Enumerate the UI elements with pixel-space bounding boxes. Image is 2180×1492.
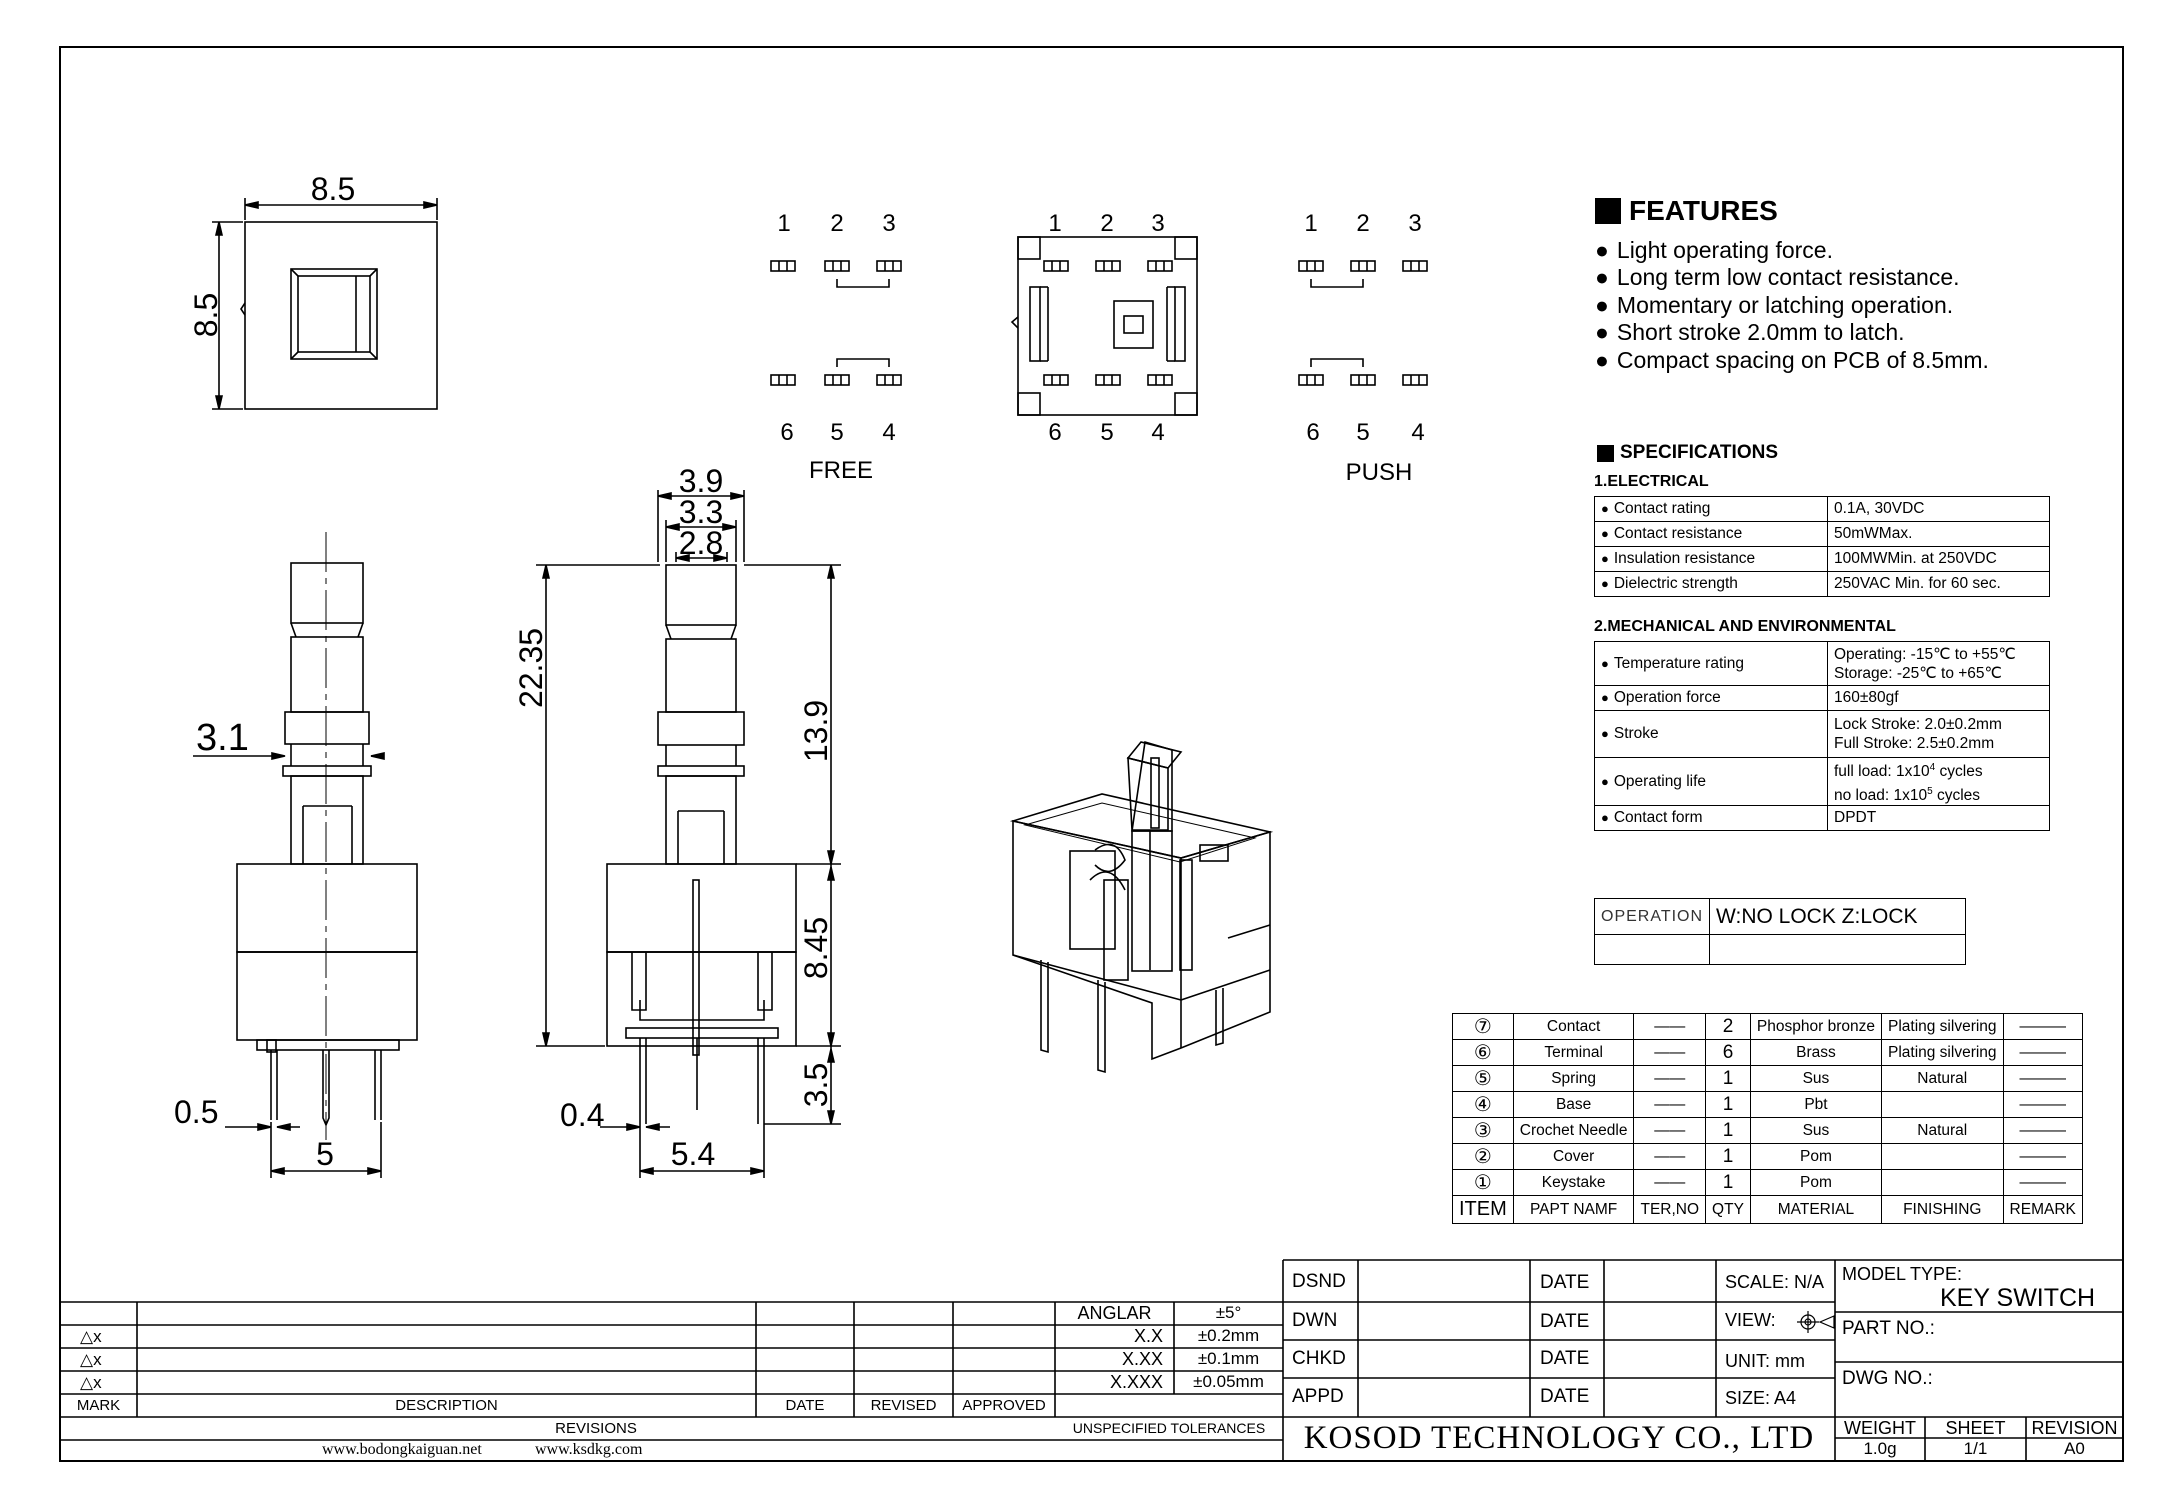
svg-text:2: 2 [1356, 210, 1370, 237]
spec-key: ● Temperature rating [1595, 642, 1828, 686]
spec-key: ● Contact resistance [1595, 522, 1828, 547]
operation-table [1594, 898, 1966, 965]
bom-dash: —— [1634, 1014, 1706, 1040]
bom-material: Sus [1750, 1066, 1881, 1092]
dwg-no-label: DWG NO.: [1842, 1368, 1933, 1389]
bom-header-remark: REMARK [2003, 1196, 2082, 1224]
rev-header-desc: DESCRIPTION [395, 1397, 498, 1414]
pin-diagram-push [1299, 261, 1427, 385]
spec-value: full load: $1x10^4$ cycles no load: $1x10^5$ cycles [1828, 758, 2050, 806]
bom-item-no: ⑤ [1453, 1066, 1514, 1092]
svg-text:4: 4 [1411, 419, 1425, 446]
pin-numbers-free [777, 210, 895, 484]
model-type-label: MODEL TYPE: [1842, 1264, 1963, 1284]
pin-diagram-free [771, 261, 901, 385]
feature-item: ● Light operating force. [1595, 237, 1989, 265]
spec-value: 160±80gf [1828, 686, 2050, 711]
front-view [193, 532, 417, 1178]
spec-value: 0.1A, 30VDC [1828, 497, 2050, 522]
size-label: SIZE: A4 [1725, 1388, 1797, 1408]
weight-value: 1.0g [1863, 1439, 1897, 1458]
website-2: www.ksdkg.com [535, 1441, 643, 1458]
side-pin-dim: 0.4 [560, 1097, 605, 1133]
view-label: VIEW: [1725, 1310, 1776, 1330]
pad-group [771, 261, 795, 271]
svg-text:5: 5 [1100, 419, 1114, 446]
front-pitch-dim: 5 [316, 1136, 334, 1172]
side-view [536, 490, 841, 1178]
push-label: PUSH [1345, 459, 1413, 486]
rev-mark-2: △x [80, 1350, 102, 1369]
spec-key: ● Operation force [1595, 686, 1828, 711]
revision-label: REVISION [2031, 1418, 2118, 1438]
rev-header-revised: REVISED [870, 1397, 937, 1414]
svg-text:2: 2 [1100, 210, 1114, 237]
spec-value: DPDT [1828, 806, 2050, 831]
role-dwn: DWN [1292, 1310, 1338, 1331]
svg-text:6: 6 [1306, 419, 1320, 446]
feature-item: ● Compact spacing on PCB of 8.5mm. [1595, 347, 1989, 375]
side-span-dim: 5.4 [670, 1136, 716, 1172]
tol-val-xxxx: ±0.05mm [1193, 1372, 1264, 1391]
spec-value: 100MWMin. at 250VDC [1828, 547, 2050, 572]
bom-dash: —— [1634, 1040, 1706, 1066]
isometric-view [1013, 742, 1270, 1072]
bom-remark: ——— [2003, 1014, 2082, 1040]
bom-finishing: Plating silvering [1881, 1014, 2003, 1040]
svg-text:1: 1 [777, 210, 791, 237]
side-width-28: 2.8 [678, 525, 724, 561]
model-type-value: KEY SWITCH [1940, 1284, 2096, 1312]
operation-key: OPERATION [1595, 899, 1710, 935]
side-width-39: 3.9 [678, 463, 724, 499]
bom-item-no: ③ [1453, 1118, 1514, 1144]
bom-remark: ——— [2003, 1066, 2082, 1092]
pin-numbers-push [1304, 210, 1424, 486]
company-name: KOSOD TECHNOLOGY CO., LTD [1303, 1420, 1815, 1456]
svg-text:5: 5 [830, 419, 844, 446]
date-label-3: DATE [1540, 1348, 1590, 1369]
spec-value: 250VAC Min. for 60 sec. [1828, 572, 2050, 597]
bom-qty: 2 [1706, 1014, 1751, 1040]
bom-header-material: MATERIAL [1750, 1196, 1881, 1224]
sheet-label: SHEET [1945, 1418, 2006, 1438]
side-body-dim: 8.45 [798, 916, 834, 980]
bom-remark: ——— [2003, 1144, 2082, 1170]
bom-part: Cover [1513, 1144, 1634, 1170]
revision-value: A0 [2064, 1439, 2085, 1458]
electrical-table [1594, 496, 2050, 597]
rev-mark-1: △x [80, 1327, 102, 1346]
tol-key-anglar: ANGLAR [1077, 1303, 1152, 1323]
bom-item-no: ⑦ [1453, 1014, 1514, 1040]
mechanical-table [1594, 641, 2050, 831]
bom-dash: —— [1634, 1066, 1706, 1092]
bom-finishing: Plating silvering [1881, 1040, 2003, 1066]
bom-qty: 1 [1706, 1144, 1751, 1170]
bom-part: Spring [1513, 1066, 1634, 1092]
feature-item: ● Short stroke 2.0mm to latch. [1595, 319, 1989, 347]
bom-material: Phosphor bronze [1750, 1014, 1881, 1040]
bom-finishing: Natural [1881, 1066, 2003, 1092]
bom-part: Crochet Needle [1513, 1118, 1634, 1144]
bom-material: Pbt [1750, 1092, 1881, 1118]
tolerances-footer: UNSPECIFIED TOLERANCES [1072, 1420, 1266, 1436]
bom-part: Keystake [1513, 1170, 1634, 1196]
bom-material: Sus [1750, 1118, 1881, 1144]
electrical-title: 1.ELECTRICAL [1594, 473, 1709, 490]
role-chkd: CHKD [1292, 1348, 1346, 1369]
unit-label: UNIT: mm [1725, 1351, 1805, 1371]
spec-value: 50mWMax. [1828, 522, 2050, 547]
feature-bullet-icon [1595, 198, 1621, 224]
bom-header-item: ITEM [1453, 1196, 1514, 1224]
bom-material: Pom [1750, 1170, 1881, 1196]
tol-val-xx: ±0.2mm [1197, 1326, 1260, 1345]
bom-qty: 1 [1706, 1118, 1751, 1144]
bom-remark: ——— [2003, 1040, 2082, 1066]
bom-header-part: PAPT NAMF [1513, 1196, 1634, 1224]
side-width-33: 3.3 [678, 494, 724, 530]
bom-remark: ——— [2003, 1092, 2082, 1118]
mechanical-title: 2.MECHANICAL AND ENVIRONMENTAL [1594, 618, 1896, 635]
bom-table [1452, 1013, 2083, 1224]
svg-text:6: 6 [780, 419, 794, 446]
date-label-2: DATE [1540, 1311, 1590, 1332]
front-stem-dim: 3.1 [196, 717, 249, 759]
scale-label: SCALE: N/A [1725, 1272, 1825, 1292]
feature-item: ● Long term low contact resistance. [1595, 264, 1989, 292]
side-total-dim: 22.35 [513, 627, 549, 709]
front-pin-dim: 0.5 [174, 1094, 219, 1130]
svg-text:6: 6 [1048, 419, 1062, 446]
bom-dash: —— [1634, 1170, 1706, 1196]
pin-numbers-center [1048, 210, 1164, 446]
features-section [1595, 197, 1989, 374]
rev-header-approved: APPROVED [962, 1397, 1046, 1414]
bom-qty: 1 [1706, 1170, 1751, 1196]
bom-finishing: Natural [1881, 1118, 2003, 1144]
bom-item-no: ① [1453, 1170, 1514, 1196]
tol-key-xxxx: X.XXX [1109, 1372, 1163, 1392]
bom-qty: 6 [1706, 1040, 1751, 1066]
spec-value: Lock Stroke: 2.0±0.2mm Full Stroke: 2.5±0.2mm [1828, 711, 2050, 758]
website-1: www.bodongkaiguan.net [322, 1441, 482, 1458]
bom-part: Terminal [1513, 1040, 1634, 1066]
tol-val-xxx: ±0.1mm [1197, 1349, 1260, 1368]
spec-key: ● Stroke [1595, 711, 1828, 758]
part-no-label: PART NO.: [1842, 1318, 1935, 1339]
bom-item-no: ② [1453, 1144, 1514, 1170]
bom-dash: —— [1634, 1144, 1706, 1170]
bom-remark: ——— [2003, 1118, 2082, 1144]
svg-text:3: 3 [1151, 210, 1165, 237]
revisions-footer: REVISIONS [555, 1420, 637, 1437]
bom-remark: ——— [2003, 1170, 2082, 1196]
svg-text:3: 3 [1408, 210, 1422, 237]
spec-key: ● Operating life [1595, 758, 1828, 806]
svg-text:4: 4 [1151, 419, 1165, 446]
role-appd: APPD [1292, 1386, 1344, 1407]
bom-item-no: ④ [1453, 1092, 1514, 1118]
switch-bottom-view [1012, 237, 1197, 415]
bom-item-no: ⑥ [1453, 1040, 1514, 1066]
bom-finishing [1881, 1092, 2003, 1118]
bom-part: Base [1513, 1092, 1634, 1118]
svg-text:1: 1 [1048, 210, 1062, 237]
spec-key: ● Contact rating [1595, 497, 1828, 522]
date-label-4: DATE [1540, 1386, 1590, 1407]
bom-qty: 1 [1706, 1066, 1751, 1092]
feature-item: ● Momentary or latching operation. [1595, 292, 1989, 320]
bom-material: Brass [1750, 1040, 1881, 1066]
spec-key: ● Dielectric strength [1595, 572, 1828, 597]
svg-text:2: 2 [830, 210, 844, 237]
tol-val-anglar: ±5° [1215, 1303, 1242, 1322]
free-label: FREE [808, 457, 874, 484]
rev-header-mark: MARK [76, 1397, 121, 1414]
bom-part: Contact [1513, 1014, 1634, 1040]
bom-header-finishing: FINISHING [1881, 1196, 2003, 1224]
bom-material: Pom [1750, 1144, 1881, 1170]
specs-bullet-icon [1597, 445, 1614, 462]
bom-finishing [1881, 1144, 2003, 1170]
bom-dash: —— [1634, 1092, 1706, 1118]
svg-text:5: 5 [1356, 419, 1370, 446]
top-height-dim: 8.5 [188, 292, 224, 338]
features-title: FEATURES [1629, 195, 1778, 226]
svg-text:1: 1 [1304, 210, 1318, 237]
sheet-value: 1/1 [1963, 1439, 1988, 1458]
spec-key: ● Insulation resistance [1595, 547, 1828, 572]
projection-symbol-icon [1797, 1311, 1834, 1333]
svg-text:3: 3 [882, 210, 896, 237]
bom-dash: —— [1634, 1118, 1706, 1144]
spec-key: ● Contact form [1595, 806, 1828, 831]
tol-key-xxx: X.XX [1121, 1349, 1163, 1369]
top-width-dim: 8.5 [310, 171, 356, 207]
specs-title: SPECIFICATIONS [1597, 442, 1778, 464]
bom-finishing [1881, 1170, 2003, 1196]
tol-key-xx: X.X [1133, 1326, 1163, 1346]
bom-qty: 1 [1706, 1092, 1751, 1118]
spec-value: Operating: -15℃ to +55℃ Storage: -25℃ to +65℃ [1828, 642, 2050, 686]
role-dsnd: DSND [1292, 1271, 1346, 1292]
bom-header-qty: QTY [1706, 1196, 1751, 1224]
side-upper-dim: 13.9 [798, 699, 834, 763]
svg-text:4: 4 [882, 419, 896, 446]
side-pin-len-dim: 3.5 [798, 1062, 834, 1108]
bom-header-dash: TER,NO [1634, 1196, 1706, 1224]
weight-label: WEIGHT [1844, 1418, 1916, 1438]
top-view [212, 198, 437, 409]
date-label-1: DATE [1540, 1272, 1590, 1293]
operation-value: W:NO LOCK Z:LOCK [1710, 899, 1966, 935]
rev-mark-3: △x [80, 1373, 102, 1392]
rev-header-date: DATE [785, 1397, 825, 1414]
